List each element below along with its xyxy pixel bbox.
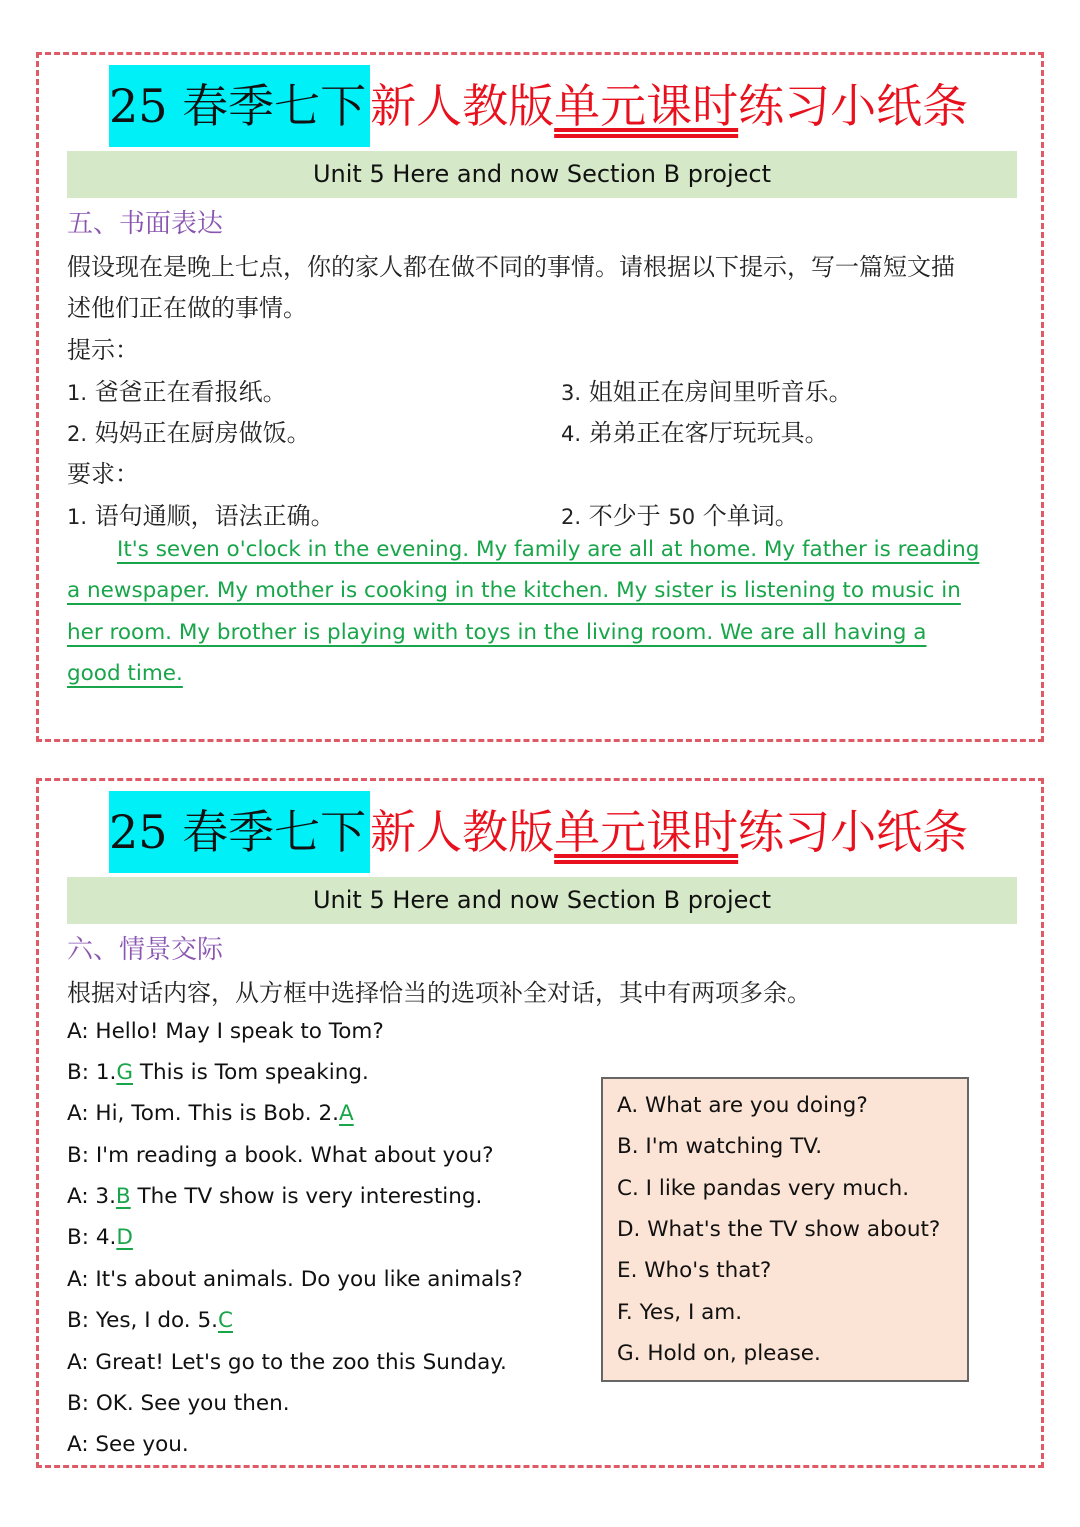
- requirement-number: 1.: [67, 505, 88, 529]
- dialogue-line: A: It's about animals. Do you like animals?: [67, 1267, 523, 1292]
- essay-line: It's seven o'clock in the evening. My family are all at home. My father is reading: [117, 537, 980, 562]
- intro-line: 假设现在是晚上七点，你的家人都在做不同的事情。请根据以下提示，写一篇短文描: [67, 253, 955, 281]
- unit-subtitle: Unit 5 Here and now Section B project: [67, 151, 1017, 198]
- intro-line: 述他们正在做的事情。: [67, 294, 307, 322]
- card-title: [109, 791, 968, 873]
- dialogue-line: A: Hi, Tom. This is Bob. 2.A: [67, 1101, 354, 1126]
- instruction: 根据对话内容，从方框中选择恰当的选项补全对话，其中有两项多余。: [67, 979, 811, 1007]
- dialogue-line: A: Hello! May I speak to Tom?: [67, 1019, 384, 1044]
- title-highlight: 25 春季七下: [109, 65, 370, 147]
- essay-line: a newspaper. My mother is cooking in the kitchen. My sister is listening to music in: [67, 578, 961, 603]
- dialogue-line: B: OK. See you then.: [67, 1391, 290, 1416]
- requirement-text: 个单词。: [702, 502, 799, 530]
- title-red-rest: 练习小纸条: [738, 79, 969, 133]
- title-red-underlined: 单元课时: [554, 79, 739, 133]
- title-red-underlined: 单元课时: [554, 805, 739, 859]
- requirements-label: 要求：: [67, 460, 139, 488]
- requirement-number: 2.: [561, 505, 582, 529]
- answer-blank: A: [338, 1101, 354, 1126]
- section-title: 六、情景交际: [67, 935, 224, 965]
- worksheet-card-writing: [36, 52, 1044, 742]
- requirement-text: 语句通顺，语法正确。: [94, 502, 335, 530]
- title-red-plain: 新人教版: [370, 805, 555, 859]
- requirement-text: 不少于: [588, 502, 661, 530]
- section-title: 五、书面表达: [67, 209, 224, 239]
- option-item: C. I like pandas very much.: [617, 1176, 910, 1201]
- option-item: B. I'm watching TV.: [617, 1134, 823, 1159]
- hints-label: 提示：: [67, 336, 139, 364]
- hint-text: 弟弟正在客厅玩玩具。: [588, 419, 829, 447]
- options-box: [601, 1077, 969, 1382]
- hint-text: 爸爸正在看报纸。: [94, 378, 287, 406]
- essay-line: her room. My brother is playing with toys in the living room. We are all having a: [67, 620, 927, 645]
- option-item: G. Hold on, please.: [617, 1341, 821, 1366]
- hint-number: 2.: [67, 422, 88, 446]
- option-item: D. What's the TV show about?: [617, 1217, 941, 1242]
- title-highlight: 25 春季七下: [109, 791, 370, 873]
- option-item: E. Who's that?: [617, 1258, 772, 1283]
- option-item: F. Yes, I am.: [617, 1300, 743, 1325]
- dialogue-line: A: 3.B The TV show is very interesting.: [67, 1184, 483, 1209]
- dialogue-line: A: See you.: [67, 1432, 189, 1457]
- title-red-rest: 练习小纸条: [738, 805, 969, 859]
- requirement-item: [67, 496, 335, 531]
- hint-number: 4.: [561, 422, 582, 446]
- hint-text: 姐姐正在房间里听音乐。: [588, 378, 853, 406]
- hint-item: [67, 372, 287, 407]
- hint-text: 妈妈正在厨房做饭。: [94, 419, 311, 447]
- dialogue-line: A: Great! Let's go to the zoo this Sunday.: [67, 1350, 507, 1375]
- word-count: 50: [668, 505, 696, 529]
- worksheet-card-dialogue: [36, 778, 1044, 1468]
- answer-blank: D: [116, 1225, 133, 1250]
- dialogue-line: B: Yes, I do. 5.C: [67, 1308, 233, 1333]
- hint-item: [561, 372, 853, 407]
- hint-number: 3.: [561, 381, 582, 405]
- requirement-item: [561, 496, 799, 531]
- dialogue-line: B: I'm reading a book. What about you?: [67, 1143, 494, 1168]
- answer-blank: C: [217, 1308, 233, 1333]
- title-red-plain: 新人教版: [370, 79, 555, 133]
- hint-item: [67, 413, 311, 448]
- hint-item: [561, 413, 829, 448]
- answer-blank: B: [115, 1184, 131, 1209]
- unit-subtitle: Unit 5 Here and now Section B project: [67, 877, 1017, 924]
- dialogue-line: B: 1.G This is Tom speaking.: [67, 1060, 369, 1085]
- card-title: [109, 65, 968, 147]
- essay-line: good time.: [67, 661, 183, 686]
- dialogue-line: B: 4.D: [67, 1225, 133, 1250]
- option-item: A. What are you doing?: [617, 1093, 868, 1118]
- answer-blank: G: [116, 1060, 134, 1085]
- hint-number: 1.: [67, 381, 88, 405]
